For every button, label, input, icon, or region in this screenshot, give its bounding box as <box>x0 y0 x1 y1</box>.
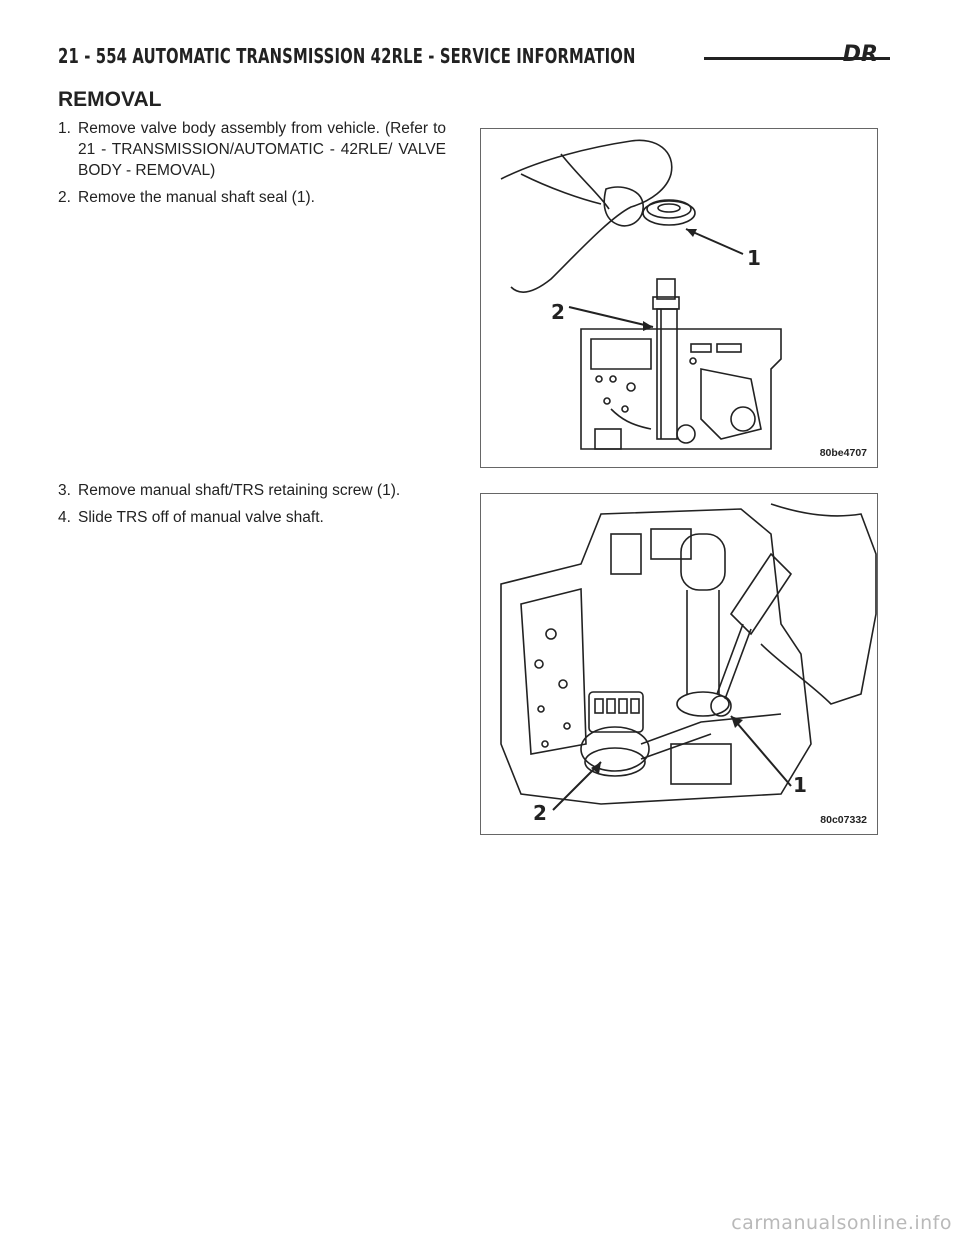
figure1-callout-1: 1 <box>747 246 761 270</box>
step-text: Remove the manual shaft seal (1). <box>78 189 315 206</box>
figure-trs-screw <box>480 493 878 835</box>
figure-illustration <box>481 494 877 834</box>
figure-manual-shaft-seal <box>480 128 878 468</box>
step-item <box>58 480 446 501</box>
figure2-callout-2: 2 <box>533 801 547 825</box>
header-title: 21 - 554 AUTOMATIC TRANSMISSION 42RLE - SERVICE INFORMATION <box>58 44 636 68</box>
step-number: 4. <box>58 509 71 526</box>
step-text: Remove valve body assembly from vehicle. (Refer to 21 - TRANSMISSION/AUTOMATIC - 42RLE/ VALVE BODY - REMOVAL) <box>78 120 446 179</box>
step-item <box>58 187 446 208</box>
steps-group-1 <box>58 118 446 214</box>
header-code: DR <box>842 42 878 67</box>
figure2-callout-1: 1 <box>793 773 807 797</box>
watermark-text: carmanualsonline.info <box>731 1212 952 1234</box>
step-text: Remove manual shaft/TRS retaining screw (1). <box>78 482 401 499</box>
step-number: 3. <box>58 482 71 499</box>
step-item <box>58 118 446 181</box>
steps-group-2 <box>58 480 446 534</box>
figure1-id: 80be4707 <box>819 447 867 459</box>
step-number: 1. <box>58 120 71 137</box>
figure-illustration <box>481 129 877 467</box>
section-title: REMOVAL <box>58 88 162 111</box>
figure1-callout-2: 2 <box>551 300 565 324</box>
page-header <box>58 44 878 74</box>
step-item <box>58 507 446 528</box>
figure2-id: 80c07332 <box>820 814 867 826</box>
step-text: Slide TRS off of manual valve shaft. <box>78 509 324 526</box>
step-number: 2. <box>58 189 71 206</box>
